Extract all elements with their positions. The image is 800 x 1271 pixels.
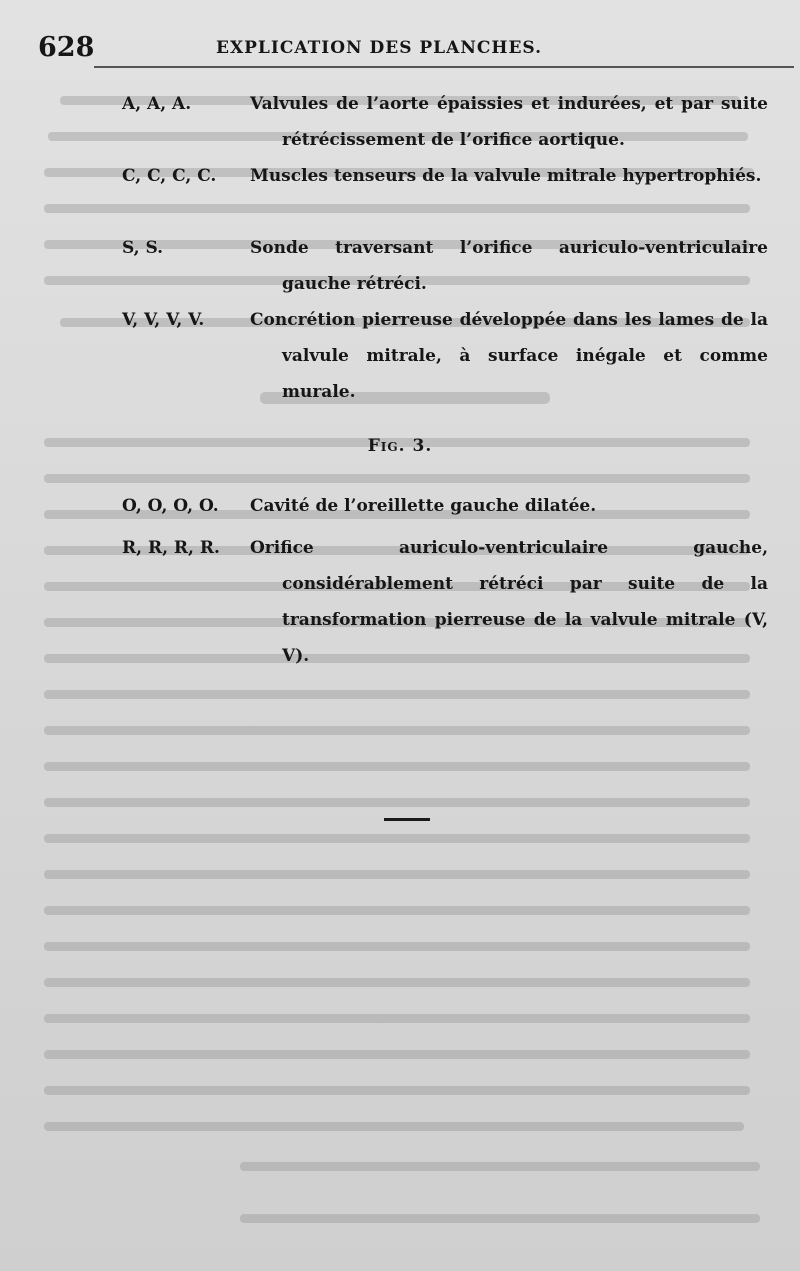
end-rule: [384, 818, 430, 821]
legend-text: Cavité de l’oreillette gauche dilatée.: [250, 496, 597, 516]
legend-key: R, R, R, R.: [122, 538, 220, 558]
legend-entry: [122, 530, 768, 674]
legend-entry: [122, 302, 768, 410]
legend-key: C, C, C, C.: [122, 166, 217, 186]
page-header: [38, 30, 760, 64]
legend-key: V, V, V, V.: [122, 310, 205, 330]
legend-text: Muscles tenseurs de la valvule mitrale hypertrophiés.: [250, 166, 762, 186]
legend-text: Valvules de l’aorte épaissies et indurées, et par suite rétrécissement de l’orifice aortique.: [250, 94, 768, 150]
legend-text: Concrétion pierreuse développée dans les lames de la valvule mitrale, à surface inégale et comme murale.: [250, 310, 768, 402]
running-title: EXPLICATION DES PLANCHES.: [216, 38, 542, 58]
figure-label: Fig. 3.: [367, 436, 433, 456]
header-rule: [94, 66, 794, 68]
legend-entry: [122, 86, 768, 158]
legend-entry: [122, 488, 768, 524]
legend-key: A, A, A.: [122, 94, 192, 114]
legend-text: Orifice auriculo-ventriculaire gauche, considérablement rétréci par suite de la transformation pierreuse de la valvule mitrale (V, V).: [250, 538, 768, 666]
legend-entry: [122, 158, 768, 194]
legend-key: O, O, O, O.: [122, 496, 219, 516]
legend-entry: [122, 230, 768, 302]
legend-text: Sonde traversant l’orifice auriculo-ventriculaire gauche rétréci.: [250, 238, 768, 294]
page-number: 628: [38, 32, 95, 63]
legend-key: S, S.: [122, 238, 164, 258]
